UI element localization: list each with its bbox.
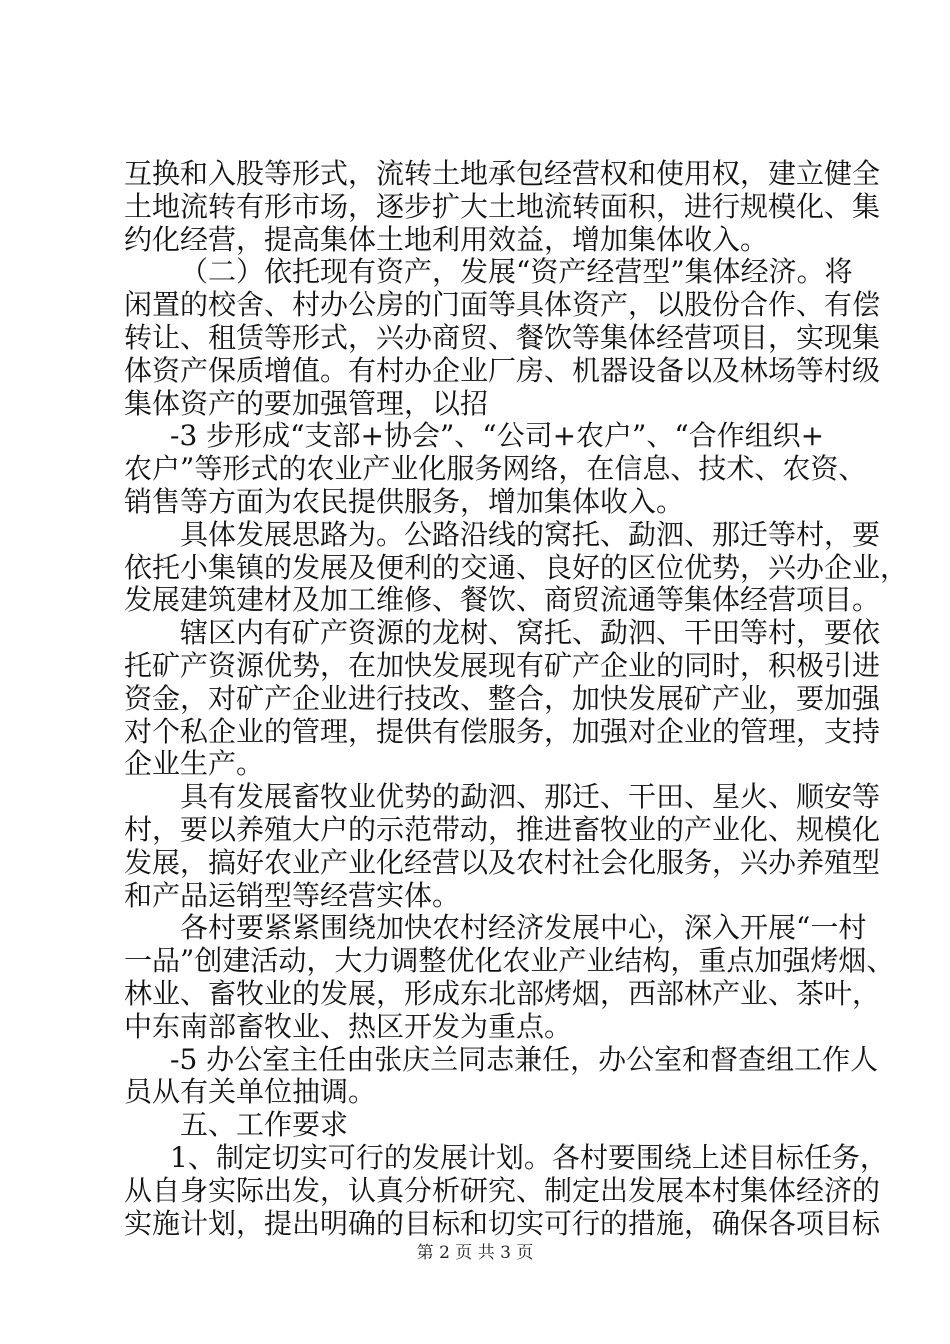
text-line: 农户”等形式的农业产业化服务网络，在信息、技术、农资、 (124, 452, 867, 485)
text-line: 资金，对矿产企业进行技改、整合，加快发展矿产业，要加强 (124, 682, 881, 715)
text-line: -3 步形成“支部+协会”、“公司+农户”、“合作组织+ (170, 419, 825, 452)
text-line: 对个私企业的管理，提供有偿服务，加强对企业的管理，支持 (124, 715, 881, 748)
text-line: 从自身实际出发，认真分析研究、制定出发展本村集体经济的 (124, 1174, 881, 1207)
text-line: 约化经营，提高集体土地利用效益，增加集体收入。 (124, 223, 769, 256)
text-line: 土地流转有形市场，逐步扩大土地流转面积，进行规模化、集 (124, 190, 881, 223)
text-line: 五、工作要求 (180, 1108, 349, 1141)
text-line: 具有发展畜牧业优势的勐泗、那迁、干田、星火、顺安等 (180, 780, 881, 813)
text-line: 发展，搞好农业产业化经营以及农村社会化服务，兴办养殖型 (124, 846, 881, 879)
text-line: 企业生产。 (124, 747, 265, 780)
text-line: 林业、畜牧业的发展，形成东北部烤烟，西部林产业、茶叶， (124, 977, 881, 1010)
text-line: 中东南部畜牧业、热区开发为重点。 (124, 1010, 573, 1043)
text-line: 各村要紧紧围绕加快农村经济发展中心，深入开展“一村 (180, 911, 867, 944)
text-line: 闲置的校舍、村办公房的门面等具体资产，以股份合作、有偿 (124, 288, 881, 321)
text-line: 和产品运销型等经营实体。 (124, 879, 461, 912)
text-line: 实施计划，提出明确的目标和切实可行的措施，确保各项目标 (124, 1207, 881, 1240)
text-line: 互换和入股等形式，流转土地承包经营权和使用权，建立健全 (124, 157, 881, 190)
text-line: 托矿产资源优势，在加快发展现有矿产企业的同时，积极引进 (124, 649, 881, 682)
text-line: 发展建筑建材及加工维修、餐饮、商贸流通等集体经营项目。 (124, 583, 881, 616)
text-line: 1、制定切实可行的发展计划。各村要围绕上述目标任务， (170, 1141, 888, 1174)
text-line: 转让、租赁等形式，兴办商贸、餐饮等集体经营项目，实现集 (124, 321, 881, 354)
text-line: 销售等方面为农民提供服务，增加集体收入。 (124, 485, 685, 518)
text-line: 具体发展思路为。公路沿线的窝托、勐泗、那迁等村，要 (180, 518, 881, 551)
page-footer: 第 2 页 共 3 页 (416, 1243, 534, 1263)
text-line: 依托小集镇的发展及便利的交通、良好的区位优势，兴办企业， (124, 551, 909, 584)
text-line: 体资产保质增值。有村办企业厂房、机器设备以及林场等村级 (124, 354, 881, 387)
text-line: 辖区内有矿产资源的龙树、窝托、勐泗、干田等村，要依 (180, 616, 881, 649)
text-line: 员从有关单位抽调。 (124, 1075, 377, 1108)
text-line: 集体资产的要加强管理，以招 (124, 387, 489, 420)
text-line: （二）依托现有资产，发展“资产经营型”集体经济。将 (180, 255, 853, 288)
text-line: 村，要以养殖大户的示范带动，推进畜牧业的产业化、规模化 (124, 813, 881, 846)
text-line: 一品”创建活动，大力调整优化农业产业结构，重点加强烤烟、 (124, 944, 895, 977)
text-line: -5 办公室主任由张庆兰同志兼任，办公室和督查组工作人 (170, 1043, 879, 1076)
